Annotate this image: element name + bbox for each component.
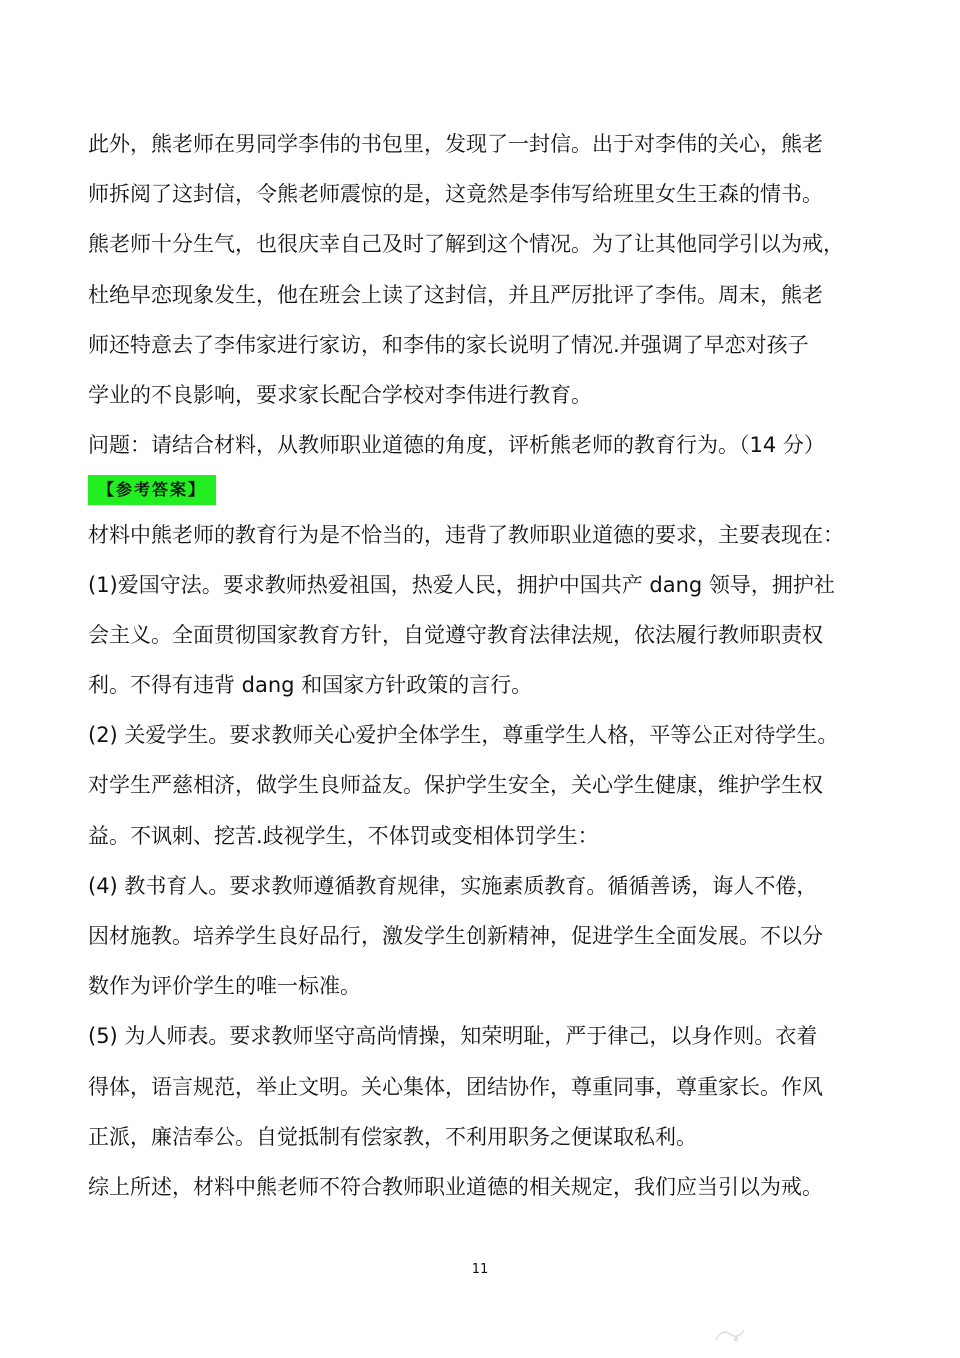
answer-line: (1)爱国守法。要求教师热爱祖国，热爱人民，拥护中国共产 dang 领导，拥护社 [88, 573, 835, 597]
case-text-line: 师拆阅了这封信，令熊老师震惊的是，这竟然是李伟写给班里女生王森的情书。 [88, 182, 823, 206]
answer-line: 对学生严慈相济，做学生良师益友。保护学生安全，关心学生健康，维护学生权 [88, 773, 823, 797]
conclusion-line: 综上所述，材料中熊老师不符合教师职业道德的相关规定，我们应当引以为戒。 [88, 1175, 823, 1199]
answer-line: 会主义。全面贯彻国家教育方针，自觉遵守教育法律法规，依法履行教师职责权 [88, 623, 823, 647]
answer-line: 得体，语言规范，举止文明。关心集体，团结协作，尊重同事，尊重家长。作风 [88, 1075, 823, 1099]
answer-line: 数作为评价学生的唯一标准。 [88, 974, 361, 998]
answer-line: (5) 为人师表。要求教师坚守高尚情操，知荣明耻，严于律己，以身作则。衣着 [88, 1024, 818, 1048]
answer-line: 正派，廉洁奉公。自觉抵制有偿家教，不利用职务之便谋取私利。 [88, 1125, 697, 1149]
answer-line: 益。不讽刺、挖苦.歧视学生，不体罚或变相体罚学生： [88, 824, 599, 848]
question-line: 问题：请结合材料，从教师职业道德的角度，评析熊老师的教育行为。（14 分） [88, 433, 825, 457]
case-text-line: 熊老师十分生气，也很庆幸自己及时了解到这个情况。为了让其他同学引以为戒， [88, 232, 844, 256]
case-text-line: 此外，熊老师在男同学李伟的书包里，发现了一封信。出于对李伟的关心，熊老 [88, 132, 823, 156]
reference-answer-badge: 【参考答案】 [88, 475, 216, 505]
answer-line: 因材施教。培养学生良好品行，激发学生创新精神，促进学生全面发展。不以分 [88, 924, 823, 948]
page-number: 11 [471, 1262, 489, 1277]
case-text-line: 杜绝早恋现象发生，他在班会上读了这封信，并且严厉批评了李伟。周末，熊老 [88, 283, 823, 307]
answer-line: 材料中熊老师的教育行为是不恰当的，违背了教师职业道德的要求，主要表现在： [88, 523, 844, 547]
case-text-line: 师还特意去了李伟家进行家访，和李伟的家长说明了情况.并强调了早恋对孩子 [88, 333, 809, 357]
watermark-icon [712, 1322, 748, 1346]
case-text-line: 学业的不良影响，要求家长配合学校对李伟进行教育。 [88, 383, 592, 407]
answer-line: (4) 教书育人。要求教师遵循教育规律，实施素质教育。循循善诱，诲人不倦， [88, 874, 818, 898]
answer-line: 利。不得有违背 dang 和国家方针政策的言行。 [88, 673, 533, 697]
answer-line: (2) 关爱学生。要求教师关心爱护全体学生，尊重学生人格，平等公正对待学生。 [88, 723, 839, 747]
